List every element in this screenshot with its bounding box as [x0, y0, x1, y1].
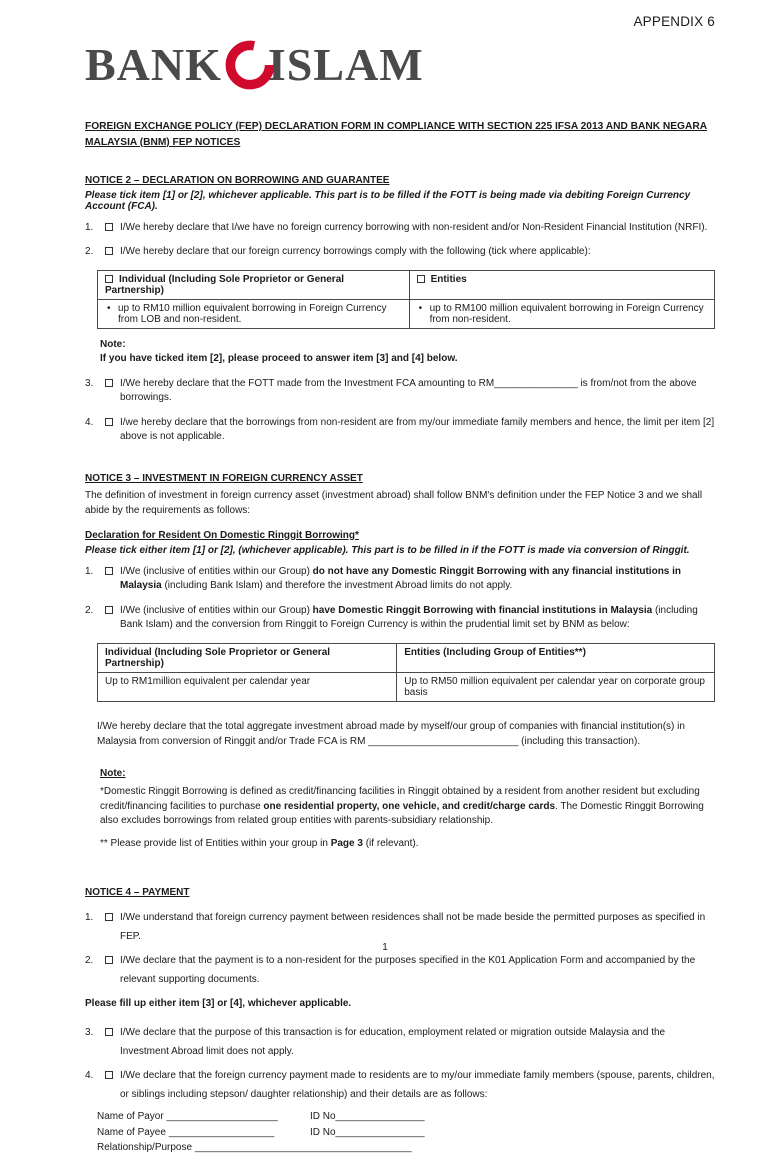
notice3-item-2 [85, 604, 715, 633]
item-number: 2. [85, 955, 94, 967]
payment-detail-fields [97, 1109, 715, 1156]
notice2-item-4 [85, 416, 715, 445]
notice4-section [85, 887, 715, 1156]
note-2 [100, 837, 715, 852]
notice4-item-2 [85, 951, 715, 989]
item-body [105, 416, 715, 445]
notice4-item-4 [85, 1066, 715, 1104]
note-text: If you have ticked item [2], please proceed to answer item [3] and [4] below. [100, 353, 458, 365]
checkbox-notice2-item4[interactable] [105, 418, 113, 426]
item-text: I/We hereby declare that I/we have no foreign currency borrowing with non-resident and/or Non-Resident Financial Institution (NRFI). [120, 221, 708, 233]
notice4-item-3 [85, 1023, 715, 1061]
item-body [105, 1023, 715, 1061]
item-text: I/We understand that foreign currency payment between residences shall not be made beside the permitted purposes as specified in FEP. [120, 912, 706, 943]
notice2-instruction: Please tick item [1] or [2], whichever applicable. This part is to be filled if the FOTT is being made via debiting Foreign Currency Account (FCA). [85, 189, 691, 212]
table-body-row [98, 299, 715, 328]
item-number: 1. [85, 221, 94, 233]
notice2-item-3 [85, 377, 715, 406]
notice3-intro: The definition of investment in foreign currency asset (investment abroad) shall follow BNM's definition under the FEP Notice 3 and we shall abide by the requirements as follows: [85, 489, 703, 516]
note-text-post: . The Domestic Ringgit Borrowing also excludes borrowings from related group entities with parents-subsidiary relationship. [100, 800, 704, 827]
notice3-instruction: Please tick either item [1] or [2], (whichever applicable). This part is to be filled in if the FOTT is made via conversion of Ringgit. [85, 544, 690, 556]
note-text-post: (if relevant). [362, 837, 419, 849]
notice2-heading: NOTICE 2 – DECLARATION ON BORROWING AND GUARANTEE [85, 174, 390, 186]
item-body [105, 908, 715, 946]
notice2-borrowing-table [97, 270, 715, 329]
item-body [105, 377, 715, 406]
notice3-heading: NOTICE 3 – INVESTMENT IN FOREIGN CURRENCY ASSET [85, 472, 363, 484]
cell-text: • up to RM100 million equivalent borrowing in Foreign Currency from non-resident. [417, 303, 707, 325]
notice4-item-1 [85, 908, 715, 946]
notice2-cell-individual [98, 299, 410, 328]
checkbox-notice4-item1[interactable] [105, 913, 113, 921]
note-text-bold: one residential property, one vehicle, and credit/charge cards [263, 800, 555, 812]
table-body-row [98, 672, 715, 701]
notice3-declaration: I/We hereby declare that the total aggregate investment abroad made by myself/our group of companies with financial institution(s) in Malaysia from conversion of Ringgit and/or Trade FCA is RM ___________________________ (including this transaction). [97, 720, 685, 747]
page-number: 1 [382, 942, 388, 953]
checkbox-entities[interactable] [417, 275, 425, 283]
item-body [105, 604, 715, 633]
notice3-limit-table [97, 643, 715, 702]
payor-id-field: ID No________________ [310, 1111, 425, 1123]
item-number: 4. [85, 416, 94, 428]
notice2-header-individual [98, 270, 410, 299]
item-text: I/We hereby declare that the FOTT made from the Investment FCA amounting to RM_______________ is from/not from the above borrowings. [120, 377, 697, 404]
item-number: 3. [85, 377, 94, 389]
checkbox-notice4-item3[interactable] [105, 1028, 113, 1036]
checkbox-individual[interactable] [105, 275, 113, 283]
table-header-row [98, 643, 715, 672]
item-text-bold: do not have any Domestic Ringgit Borrowing with any financial institutions in Malaysia [120, 565, 682, 592]
note-text-bold: Page 3 [330, 837, 363, 849]
item-body [105, 565, 715, 594]
item-number: 2. [85, 604, 94, 616]
notice3-section [85, 473, 715, 852]
checkbox-notice2-item3[interactable] [105, 379, 113, 387]
table-header-row [98, 270, 715, 299]
item-text: I/We declare that the purpose of this transaction is for education, employment related or migration outside Malaysia and the Investment Abroad limit does not apply. [120, 1027, 666, 1058]
notice4-instruction: Please fill up either item [3] or [4], whichever applicable. [85, 998, 352, 1010]
item-body [105, 1066, 715, 1104]
appendix-label: APPENDIX 6 [633, 14, 715, 29]
checkbox-notice3-item1[interactable] [105, 567, 113, 575]
payor-row [97, 1109, 715, 1125]
document-title: FOREIGN EXCHANGE POLICY (FEP) DECLARATION FORM IN COMPLIANCE WITH SECTION 225 IFSA 2013 AND BANK NEGARA MALAYSIA (BNM) FEP NOTICES [85, 121, 708, 148]
item-body [105, 221, 715, 236]
notice3-cell-individual: Up to RM1million equivalent per calendar year [98, 672, 397, 701]
item-number: 4. [85, 1070, 94, 1082]
note-1 [100, 785, 715, 829]
item-text-pre: I/We (inclusive of entities within our Group) [120, 565, 313, 577]
cell-text: • up to RM10 million equivalent borrowing in Foreign Currency from LOB and non-resident. [105, 303, 402, 325]
payee-name-field: Name of Payee ___________________ [97, 1126, 275, 1138]
notice2-item-2 [85, 245, 715, 260]
item-body [105, 951, 715, 989]
header-text: Entities [430, 273, 467, 285]
item-text-post: (including Bank Islam) and the conversion from Ringgit to Foreign Currency is within the prudential limit set by BNM as below: [120, 604, 698, 631]
item-text: I/We declare that the foreign currency payment made to residents are to my/our immediate family members (spouse, parents, children, or siblings including stepson/ daughter relationship) and their details are as follows: [120, 1070, 715, 1101]
notice3-header-individual: Individual (Including Sole Proprietor or General Partnership) [98, 643, 397, 672]
note-text-pre: *Domestic Ringgit Borrowing is defined as credit/financing facilities in Ringgit obtained by a resident from another resident but excluding credit/financing facilities to purchase [100, 786, 700, 812]
notice3-header-entities: Entities (Including Group of Entities**) [397, 643, 715, 672]
item-text: I/We declare that the payment is to a non-resident for the purposes specified in the K01 Application Form and accompanied by the relevant supporting documents. [120, 955, 696, 986]
note-text-pre: ** Please provide list of Entities within your group in [100, 837, 331, 849]
notice3-subheading: Declaration for Resident On Domestic Ringgit Borrowing* [85, 529, 359, 541]
notice2-note [100, 338, 715, 367]
bank-islam-logo [85, 37, 715, 93]
notice4-heading: NOTICE 4 – PAYMENT [85, 887, 190, 899]
item-text: I/We hereby declare that our foreign currency borrowings comply with the following (tick where applicable): [120, 246, 591, 258]
note-label: Note: [100, 767, 126, 779]
payee-id-field: ID No________________ [310, 1126, 425, 1138]
item-text: I/we hereby declare that the borrowings from non-resident are from my/our immediate family members and hence, the limit per item [2] above is not applicable. [120, 416, 715, 443]
item-text-pre: I/We (inclusive of entities within our Group) [120, 604, 313, 616]
payee-row [97, 1125, 715, 1141]
item-number: 3. [85, 1027, 94, 1039]
notice2-header-entities [409, 270, 714, 299]
item-text-post: (including Bank Islam) and therefore the investment Abroad limits do not apply. [161, 580, 513, 592]
relationship-field: Relationship/Purpose _______________________________________ [97, 1142, 412, 1154]
item-number: 1. [85, 565, 94, 577]
checkbox-notice4-item4[interactable] [105, 1071, 113, 1079]
item-text-bold: have Domestic Ringgit Borrowing with financial institutions in Malaysia [312, 604, 653, 616]
header-text: Individual (Including Sole Proprietor or General Partnership) [105, 273, 345, 296]
payor-name-field: Name of Payor ____________________ [97, 1111, 278, 1123]
item-body [105, 245, 715, 260]
item-number: 1. [85, 912, 94, 924]
checkbox-notice4-item2[interactable] [105, 956, 113, 964]
checkbox-notice2-item2[interactable] [105, 247, 113, 255]
note-label: Note: [100, 338, 126, 350]
notice2-cell-entities [409, 299, 714, 328]
notice3-note [100, 767, 715, 852]
item-number: 2. [85, 246, 94, 258]
checkbox-notice3-item2[interactable] [105, 606, 113, 614]
relationship-row [97, 1140, 715, 1156]
notice2-section [85, 175, 715, 445]
notice3-cell-entities: Up to RM50 million equivalent per calendar year on corporate group basis [397, 672, 715, 701]
logo-text-bank: BANK [85, 39, 222, 90]
checkbox-notice2-item1[interactable] [105, 223, 113, 231]
notice2-item-1 [85, 221, 715, 236]
logo-text-islam: ISLAM [267, 39, 424, 90]
notice3-item-1 [85, 565, 715, 594]
